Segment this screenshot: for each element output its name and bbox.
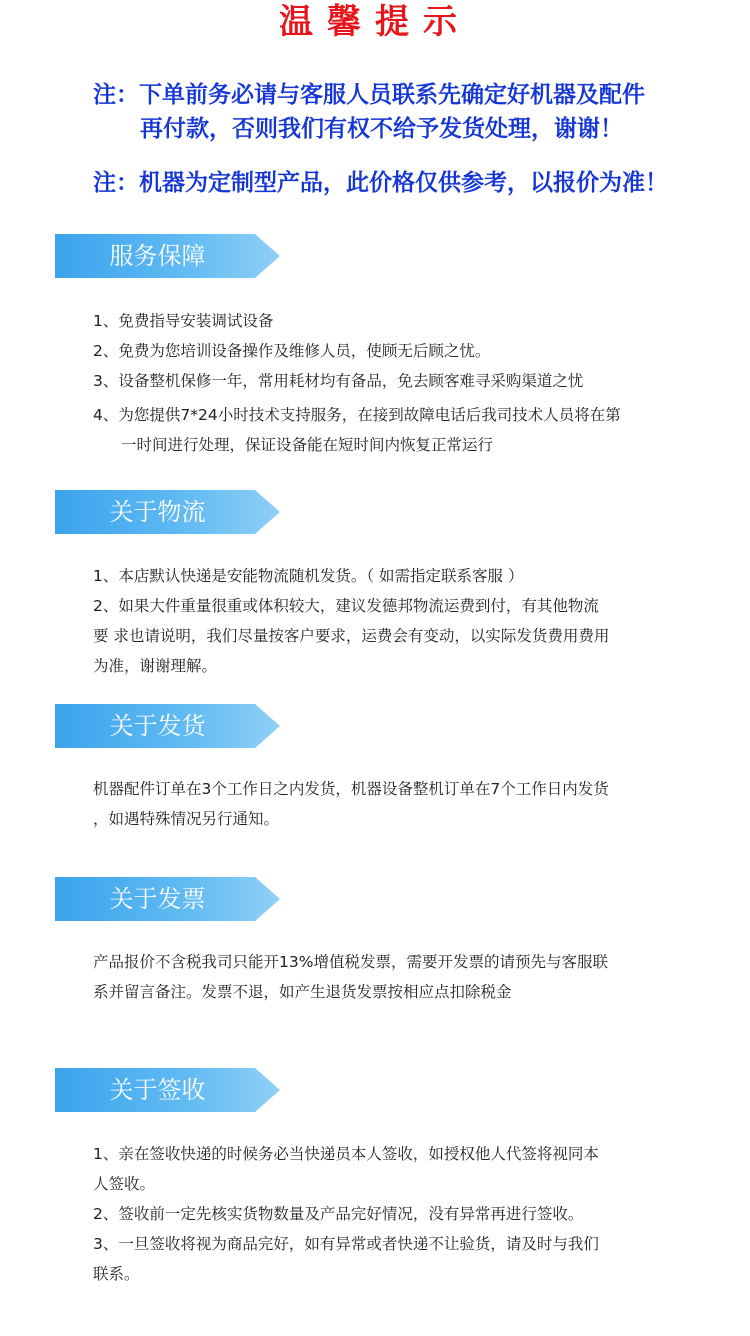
receipt-line-3: 2、签收前一定先核实货物数量及产品完好情况，没有异常再进行签收。	[93, 1205, 584, 1223]
invoice-banner-title: 关于发票	[109, 885, 206, 913]
service-banner-title: 服务保障	[109, 242, 206, 270]
service-line-2: 2、免费为您培训设备操作及维修人员，使顾无后顾之忧。	[93, 342, 491, 360]
receipt-line-5: 联系。	[93, 1265, 140, 1283]
logistics-line-4: 为准，谢谢理解。	[93, 657, 218, 675]
logistics-line-1: 1、本店默认快递是安能物流随机发货。（ 如需指定联系客服 ）	[93, 567, 524, 585]
receipt-banner-title: 关于签收	[109, 1076, 206, 1104]
service-line-1: 1、免费指导安装调试设备	[93, 312, 274, 330]
shipping-line-1: 机器配件订单在3个工作日之内发货，机器设备整机订单在7个工作日内发货	[93, 780, 609, 798]
logistics-banner-title: 关于物流	[109, 498, 206, 526]
logistics-line-3: 要 求也请说明，我们尽量按客户要求，运费会有变动，以实际发货费用费用	[93, 627, 610, 645]
receipt-banner	[55, 1068, 280, 1112]
service-text	[93, 306, 683, 460]
service-line-5: 一时间进行处理，保证设备能在短时间内恢复正常运行	[121, 436, 494, 454]
order-note-line-2: 再付款，否则我们有权不给予发货处理，谢谢！	[140, 116, 623, 142]
logistics-line-2: 2、如果大件重量很重或体积较大，建议发德邦物流运费到付，有其他物流	[93, 597, 599, 615]
receipt-line-2: 人签收。	[93, 1175, 156, 1193]
page-title: 温馨提示	[279, 2, 471, 42]
shipping-banner-title: 关于发货	[109, 712, 206, 740]
receipt-line-4: 3、一旦签收将视为商品完好，如有异常或者快递不让验货，请及时与我们	[93, 1235, 599, 1253]
service-banner	[55, 234, 280, 278]
service-line-4: 4、为您提供7*24小时技术支持服务，在接到故障电话后我司技术人员将在第	[93, 406, 621, 424]
price-note: 注：机器为定制型产品，此价格仅供参考，以报价为准！	[93, 170, 668, 196]
invoice-line-1: 产品报价不含税我司只能开13%增值税发票，需要开发票的请预先与客服联	[93, 953, 608, 971]
invoice-line-2: 系并留言备注。发票不退，如产生退货发票按相应点扣除税金	[93, 983, 512, 1001]
shipping-line-2: ，如遇特殊情况另行通知。	[93, 810, 280, 828]
shipping-banner	[55, 704, 280, 748]
order-note-line-1: 注：下单前务必请与客服人员联系先确定好机器及配件	[93, 82, 645, 108]
receipt-line-1: 1、亲在签收快递的时候务必当快递员本人签收，如授权他人代签将视同本	[93, 1145, 599, 1163]
logistics-banner	[55, 490, 280, 534]
receipt-text	[93, 1139, 683, 1289]
shipping-text	[93, 774, 683, 834]
invoice-banner	[55, 877, 280, 921]
service-line-3: 3、设备整机保修一年，常用耗材均有备品，免去顾客难寻采购渠道之忧	[93, 372, 584, 390]
logistics-text	[93, 561, 683, 681]
invoice-text	[93, 947, 683, 1007]
